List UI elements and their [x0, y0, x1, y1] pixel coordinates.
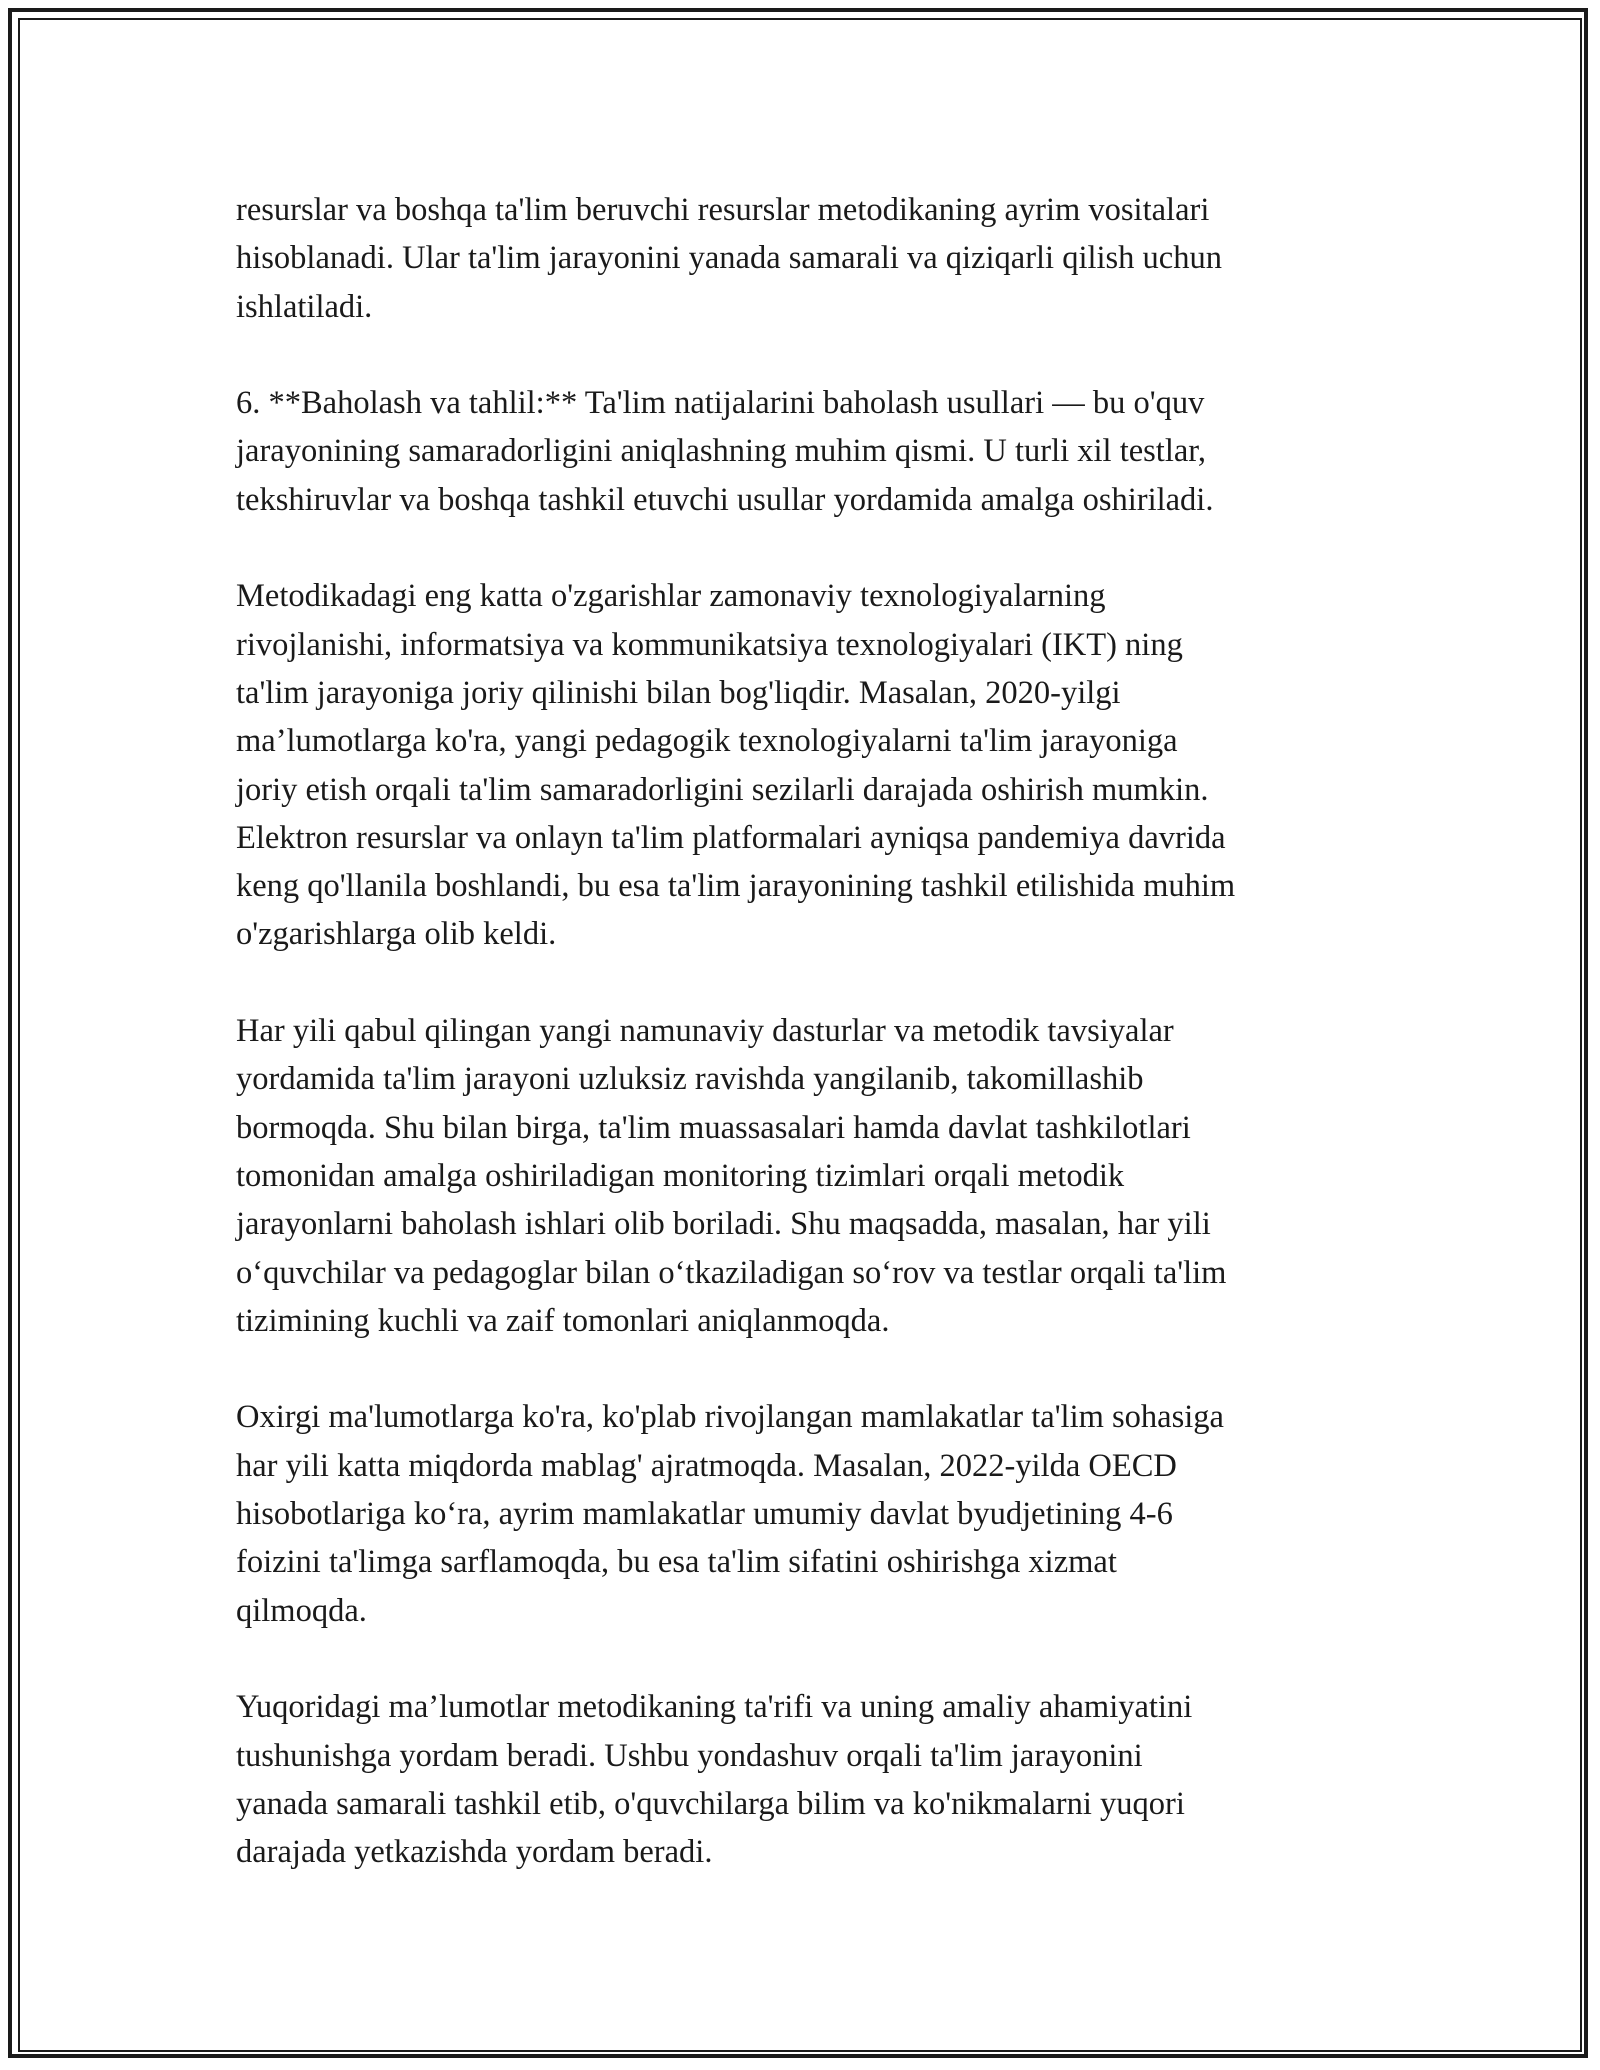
text-line: foizini ta'limga sarflamoqda, bu esa ta'lim sifatini oshirishga xizmat — [236, 1544, 1117, 1581]
text-line: keng qo'llanila boshlandi, bu esa ta'lim jarayonining tashkil etilishida muhim — [236, 868, 1236, 905]
text-line: Yuqoridagi ma’lumotlar metodikaning ta'rifi va uning amaliy ahamiyatini — [236, 1689, 1193, 1726]
text-line: tomonidan amalga oshiriladigan monitoring tizimlari orqali metodik — [236, 1157, 1125, 1194]
text-line: Oxirgi ma'lumotlarga ko'ra, ko'plab rivojlangan mamlakatlar ta'lim sohasiga — [236, 1399, 1224, 1436]
text-line: joriy etish orqali ta'lim samaradorligini sezilarli darajada oshirish mumkin. — [236, 771, 1209, 808]
text-line: tushunishga yordam beradi. Ushbu yondashuv orqali ta'lim jarayonini — [236, 1737, 1143, 1774]
text-line: o‘quvchilar va pedagoglar bilan o‘tkaziladigan so‘rov va testlar orqali ta'lim — [236, 1254, 1227, 1291]
paragraph-conclusion — [236, 1683, 1386, 1876]
text-line: tizimining kuchli va zaif tomonlari aniqlanmoqda. — [236, 1302, 890, 1339]
text-line: tekshiruvlar va boshqa tashkil etuvchi usullar yordamida amalga oshiriladi. — [236, 481, 1214, 518]
text-line: jarayonlarni baholash ishlari olib boriladi. Shu maqsadda, masalan, har yili — [236, 1206, 1211, 1243]
paragraph-technology-changes — [236, 572, 1386, 958]
text-line: 6. **Baholash va tahlil:** Ta'lim natijalarini baholash usullari — bu o'quv — [236, 385, 1205, 422]
text-line: ta'lim jarayoniga joriy qilinishi bilan bog'liqdir. Masalan, 2020-yilgi — [236, 674, 1121, 711]
text-line: yordamida ta'lim jarayoni uzluksiz ravishda yangilanib, takomillashib — [236, 1061, 1144, 1098]
text-line: ishlatiladi. — [236, 288, 373, 325]
text-line: bormoqda. Shu bilan birga, ta'lim muassasalari hamda davlat tashkilotlari — [236, 1109, 1191, 1146]
text-line: rivojlanishi, informatsiya va kommunikatsiya texnologiyalari (IKT) ning — [236, 626, 1183, 663]
paragraph-annual-programs — [236, 1007, 1386, 1345]
text-line: darajada yetkazishda yordam beradi. — [236, 1834, 713, 1871]
text-line: hisobotlariga ko‘ra, ayrim mamlakatlar umumiy davlat byudjetining 4-6 — [236, 1496, 1173, 1533]
text-line: qilmoqda. — [236, 1592, 367, 1629]
text-line: Metodikadagi eng katta o'zgarishlar zamonaviy texnologiyalarning — [236, 578, 1106, 615]
text-line: har yili katta miqdorda mablag' ajratmoqda. Masalan, 2022-yilda OECD — [236, 1447, 1177, 1484]
text-line: jarayonining samaradorligini aniqlashning muhim qismi. U turli xil testlar, — [236, 433, 1206, 470]
document-body — [236, 186, 1386, 1876]
paragraph-resources — [236, 186, 1386, 331]
text-line: ma’lumotlarga ko'ra, yangi pedagogik texnologiyalarni ta'lim jarayoniga — [236, 723, 1178, 760]
text-line: yanada samarali tashkil etib, o'quvchilarga bilim va ko'nikmalarni yuqori — [236, 1785, 1185, 1822]
text-line: Elektron resurslar va onlayn ta'lim platformalari ayniqsa pandemiya davrida — [236, 819, 1226, 856]
paragraph-funding — [236, 1393, 1386, 1634]
text-line: o'zgarishlarga olib keldi. — [236, 916, 557, 953]
paragraph-assessment — [236, 379, 1386, 524]
text-line: hisoblanadi. Ular ta'lim jarayonini yanada samarali va qiziqarli qilish uchun — [236, 240, 1222, 277]
text-line: Har yili qabul qilingan yangi namunaviy dasturlar va metodik tavsiyalar — [236, 1013, 1174, 1050]
text-line: resurslar va boshqa ta'lim beruvchi resurslar metodikaning ayrim vositalari — [236, 192, 1210, 228]
